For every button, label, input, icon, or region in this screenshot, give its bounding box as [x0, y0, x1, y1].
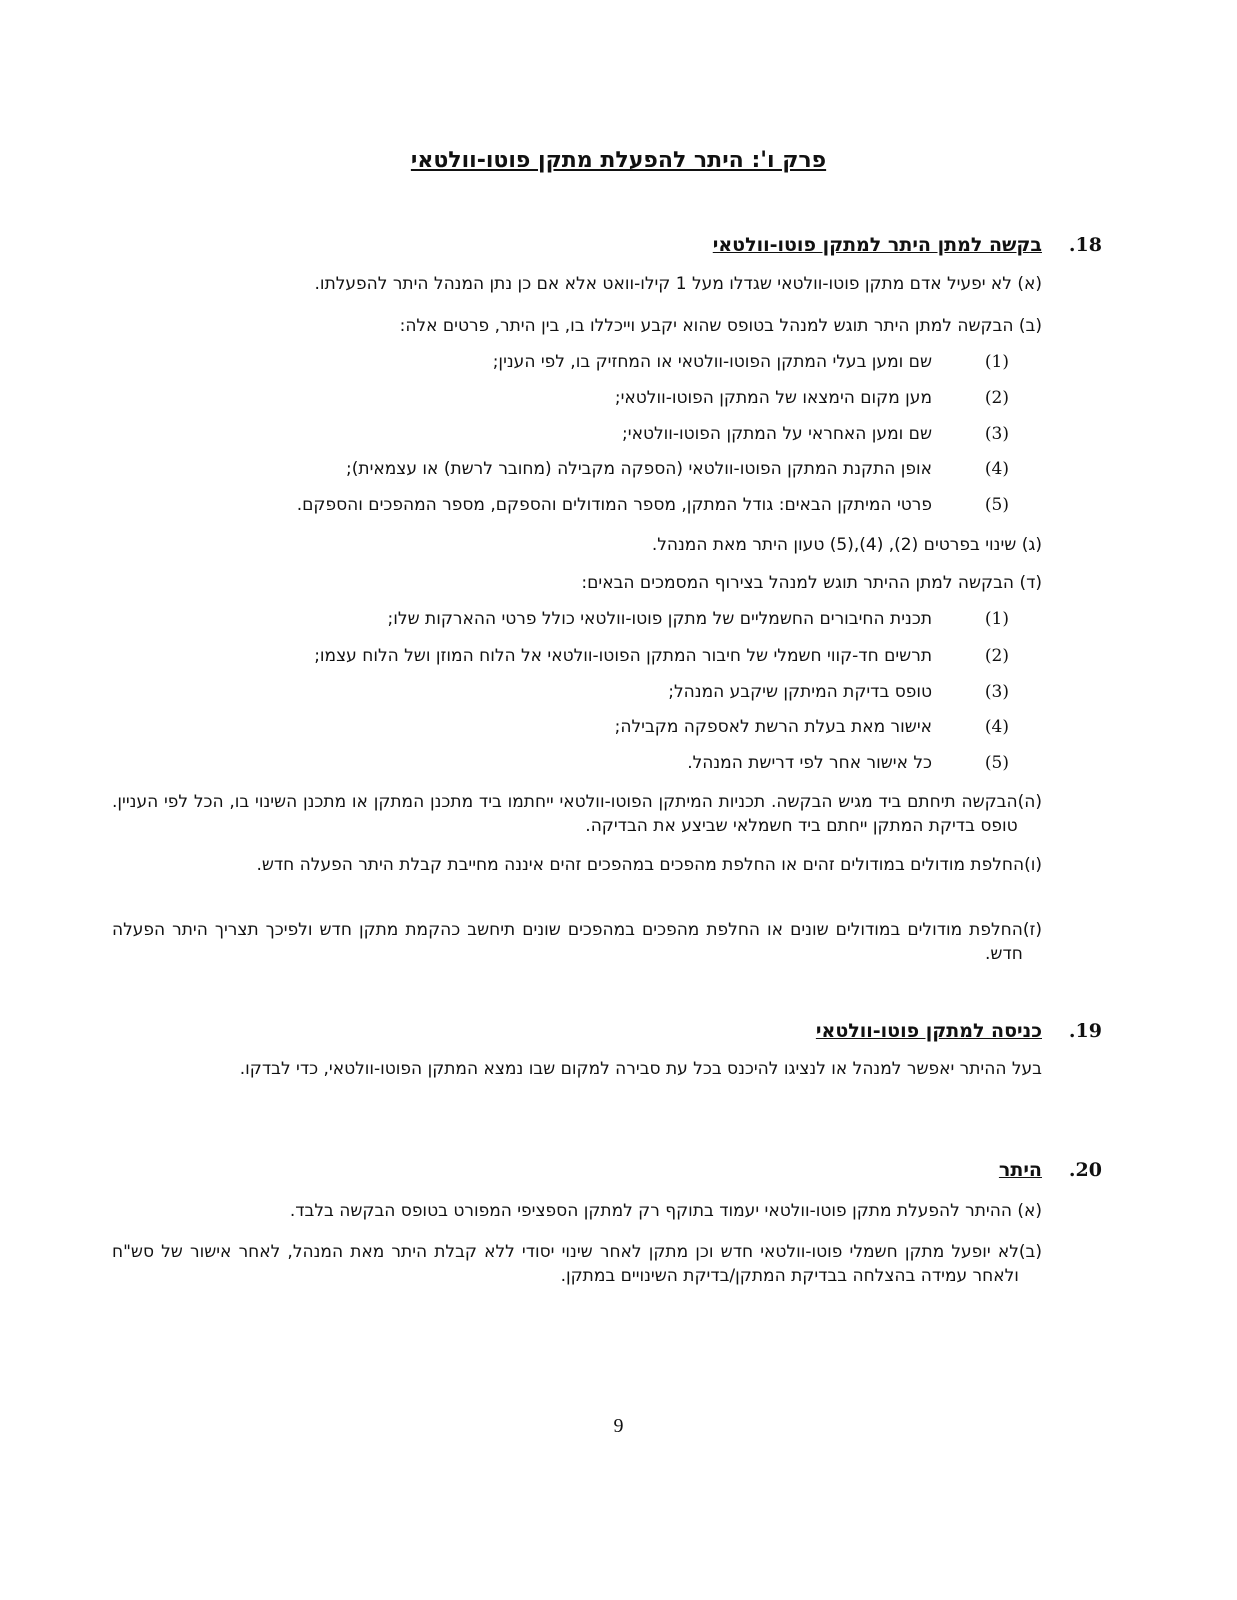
clause-18c: [652, 533, 1042, 557]
list-item: טופס בדיקת המיתקן שיקבע המנהל;: [668, 682, 932, 702]
clause-18g: [112, 918, 1042, 966]
clause-text: הבקשה למתן היתר תוגש למנהל בטופס שהוא יקבע וייכללו בו, בין היתר, פרטים אלה:: [399, 316, 1014, 336]
section-20-heading: [999, 1155, 1102, 1185]
section-title: כניסה למתקן פוטו-וולטאי: [815, 1020, 1042, 1042]
item-number: (5): [984, 753, 1009, 773]
list-item: אישור מאת בעלת הרשת לאספקה מקבילה;: [614, 717, 932, 737]
item-number: (1): [984, 609, 1009, 629]
clause-text: החלפת מודולים במודולים זהים או החלפת מהפכים במהפכים זהים איננה מחייבת קבלת היתר הפעלה חדש.: [256, 855, 1025, 875]
clause-mark: (ב): [1018, 316, 1042, 336]
clause-text: לא יפעיל אדם מתקן פוטו-וולטאי שגדלו מעל 1 קילו-וואט אלא אם כן נתן המנהל היתר להפעלתו.: [314, 274, 1012, 294]
page-title: פרק ו': היתר להפעלת מתקן פוטו-וולטאי: [410, 148, 827, 173]
clause-mark: (ב): [1018, 1242, 1042, 1262]
section-19-text: [112, 1057, 1042, 1081]
item-number: (1): [984, 352, 1009, 372]
item-number: (4): [984, 717, 1009, 737]
list-item: אופן התקנת המתקן הפוטו-וולטאי (הספקה מקבילה (מחובר לרשת) או עצמאית);: [346, 459, 932, 479]
paragraph: בעל ההיתר יאפשר למנהל או לנציגו להיכנס בכל עת סבירה למקום שבו נמצא המתקן הפוטו-וולטאי, כדי לבדקו.: [239, 1059, 1042, 1079]
clause-18d: [581, 571, 1042, 595]
clause-18f: [112, 853, 1042, 877]
clause-mark: (ג): [1021, 535, 1042, 555]
list-item: תכנית החיבורים החשמליים של מתקן פוטו-וולטאי כולל פרטי ההארקות שלו;: [387, 609, 932, 629]
section-number: 18.: [1068, 234, 1102, 256]
item-number: (5): [984, 495, 1009, 515]
section-title: היתר: [998, 1159, 1042, 1181]
clause-18e: [112, 790, 1042, 838]
clause-mark: (א): [1017, 274, 1042, 294]
list-item: כל אישור אחר לפי דרישת המנהל.: [687, 753, 932, 773]
page-number: 9: [613, 1415, 624, 1437]
list-item: שם ומען בעלי המתקן הפוטו-וולטאי או המחזיק בו, לפי הענין;: [492, 352, 932, 372]
clause-mark: (א): [1017, 1201, 1042, 1221]
clause-mark: (ה): [1017, 792, 1042, 812]
clause-text: החלפת מודולים במודולים שונים או החלפת מהפכים במהפכים שונים תיחשב כהקמת מתקן חדש ולפיכך תצריך היתר הפעלה חדש.: [112, 920, 1023, 964]
item-number: (2): [984, 388, 1009, 408]
section-number: 19.: [1068, 1020, 1102, 1042]
section-number: 20.: [1068, 1159, 1102, 1181]
clause-text: ההיתר להפעלת מתקן פוטו-וולטאי יעמוד בתוקף רק למתקן הספציפי המפורט בטופס הבקשה בלבד.: [289, 1201, 1012, 1221]
clause-mark: (ז): [1022, 920, 1042, 940]
clause-18b: [400, 314, 1042, 338]
section-19-heading: [816, 1016, 1102, 1046]
clause-text: הבקשה תיחתם ביד מגיש הבקשה. תכניות המיתקן הפוטו-וולטאי ייחתמו ביד מתכנן המתקן או מתכנן השינוי בו, הכל לפי העניין. טופס בדיקת המתקן ייחתם ביד חשמלאי שביצע את הבדיקה.: [112, 792, 1018, 836]
item-number: (2): [984, 646, 1009, 666]
clause-text: שינוי בפרטים (2), (4),(5) טעון היתר מאת המנהל.: [651, 535, 1017, 555]
clause-20b: [112, 1240, 1042, 1288]
clause-mark: (ד): [1019, 573, 1042, 593]
clause-text: לא יופעל מתקן חשמלי פוטו-וולטאי חדש וכן מתקן לאחר שינוי יסודי ללא קבלת היתר מאת המנהל, לאחר אישור של סש"ח ולאחר עמידה בהצלחה בבדיקת המתקן/בדיקת השינויים במתקן.: [112, 1242, 1019, 1286]
clause-20a: [290, 1199, 1042, 1223]
list-item: תרשים חד-קווי חשמלי של חיבור המתקן הפוטו-וולטאי אל הלוח המוזן ושל הלוח עצמו;: [314, 646, 932, 666]
clause-text: הבקשה למתן ההיתר תוגש למנהל בצירוף המסמכים הבאים:: [581, 573, 1015, 593]
list-item: פרטי המיתקן הבאים: גודל המתקן, מספר המודולים והספקם, מספר המהפכים והספקם.: [296, 495, 932, 515]
item-number: (4): [984, 459, 1009, 479]
item-number: (3): [984, 682, 1009, 702]
section-title: בקשה למתן היתר למתקן פוטו-וולטאי: [712, 234, 1042, 256]
section-18-heading: [713, 230, 1102, 260]
list-item: שם ומען האחראי על המתקן הפוטו-וולטאי;: [622, 424, 932, 444]
item-number: (3): [984, 424, 1009, 444]
clause-mark: (ו): [1024, 855, 1042, 875]
list-item: מען מקום הימצאו של המתקן הפוטו-וולטאי;: [614, 388, 932, 408]
clause-18a: [315, 272, 1042, 296]
